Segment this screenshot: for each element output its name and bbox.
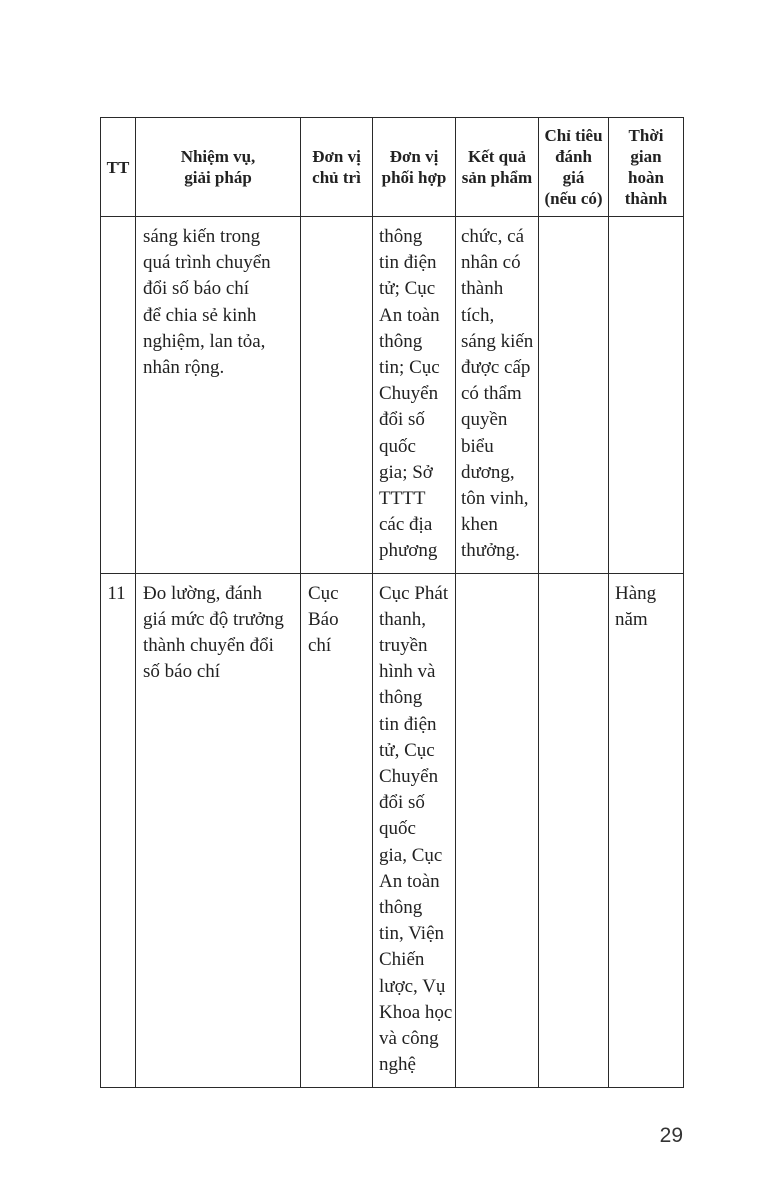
cell-chu-tri: Cục Báo chí [301, 573, 373, 1087]
data-table [100, 117, 684, 1088]
cell-chi-tieu [539, 573, 609, 1087]
header-phoi-hop: Đơn vị phối hợp [373, 118, 456, 217]
page-number: 29 [659, 1124, 683, 1147]
cell-tt: 11 [101, 573, 136, 1087]
header-chu-tri: Đơn vị chủ trì [301, 118, 373, 217]
header-task: Nhiệm vụ, giải pháp [136, 118, 301, 217]
cell-chi-tieu [539, 217, 609, 574]
cell-phoi-hop: thông tin điện tử; Cục An toàn thông tin; Cục Chuyển đổi số quốc gia; Sở TTTT các địa phương [373, 217, 456, 574]
cell-tt [101, 217, 136, 574]
header-ket-qua: Kết quả sản phẩm [456, 118, 539, 217]
cell-thoi-gian: Hàng năm [609, 573, 684, 1087]
cell-ket-qua [456, 573, 539, 1087]
cell-thoi-gian [609, 217, 684, 574]
cell-phoi-hop: Cục Phát thanh, truyền hình và thông tin điện tử, Cục Chuyển đổi số quốc gia, Cục An toàn thông tin, Viện Chiến lược, Vụ Khoa học và công nghệ [373, 573, 456, 1087]
table-row [101, 573, 684, 1087]
header-chi-tieu: Chỉ tiêu đánh giá (nếu có) [539, 118, 609, 217]
cell-ket-qua: chức, cá nhân có thành tích, sáng kiến được cấp có thẩm quyền biểu dương, tôn vinh, khen thưởng. [456, 217, 539, 574]
table-header-row [101, 118, 684, 217]
cell-chu-tri [301, 217, 373, 574]
header-thoi-gian: Thời gian hoàn thành [609, 118, 684, 217]
cell-task: sáng kiến trong quá trình chuyển đổi số báo chí để chia sẻ kinh nghiệm, lan tỏa, nhân rộng. [136, 217, 301, 574]
header-tt: TT [101, 118, 136, 217]
cell-task: Đo lường, đánh giá mức độ trưởng thành chuyển đổi số báo chí [136, 573, 301, 1087]
table-row [101, 217, 684, 574]
